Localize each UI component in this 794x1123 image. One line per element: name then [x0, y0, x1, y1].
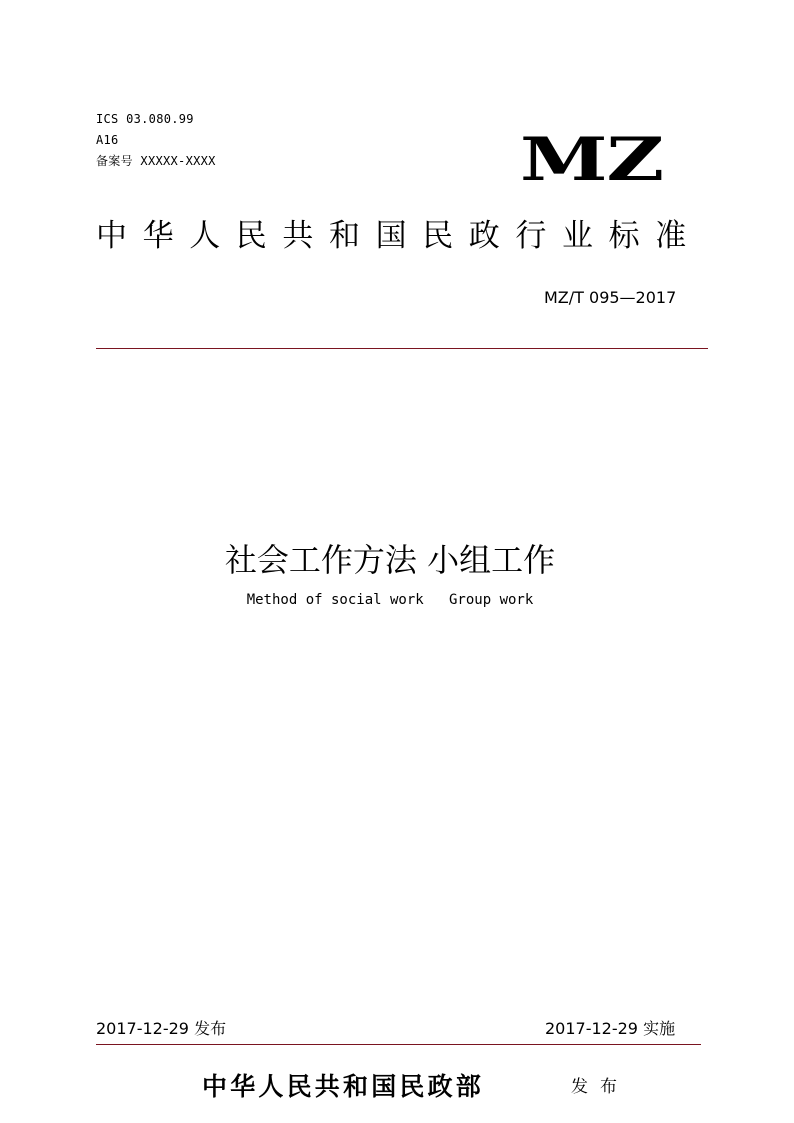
top-divider	[96, 348, 708, 349]
bottom-divider	[96, 1044, 701, 1045]
standard-category-title: 中华人民共和国民政行业标准	[96, 218, 702, 254]
standard-logo: MZ	[520, 125, 663, 195]
document-title-english: Method of social work Group work	[246, 592, 534, 608]
record-number: 备案号 XXXXX-XXXX	[96, 154, 216, 168]
implementation-date: 2017-12-29 实施	[545, 1019, 676, 1038]
issuing-authority: 中华人民共和国民政部	[202, 1072, 485, 1101]
standard-number: MZ/T 095—2017	[544, 288, 677, 307]
classification-code: A16	[96, 133, 119, 147]
issuing-authority-suffix: 发布	[571, 1077, 629, 1097]
ics-code: ICS 03.080.99	[96, 112, 194, 126]
document-title-chinese: 社会工作方法 小组工作	[224, 541, 556, 579]
issue-date: 2017-12-29 发布	[96, 1019, 227, 1038]
